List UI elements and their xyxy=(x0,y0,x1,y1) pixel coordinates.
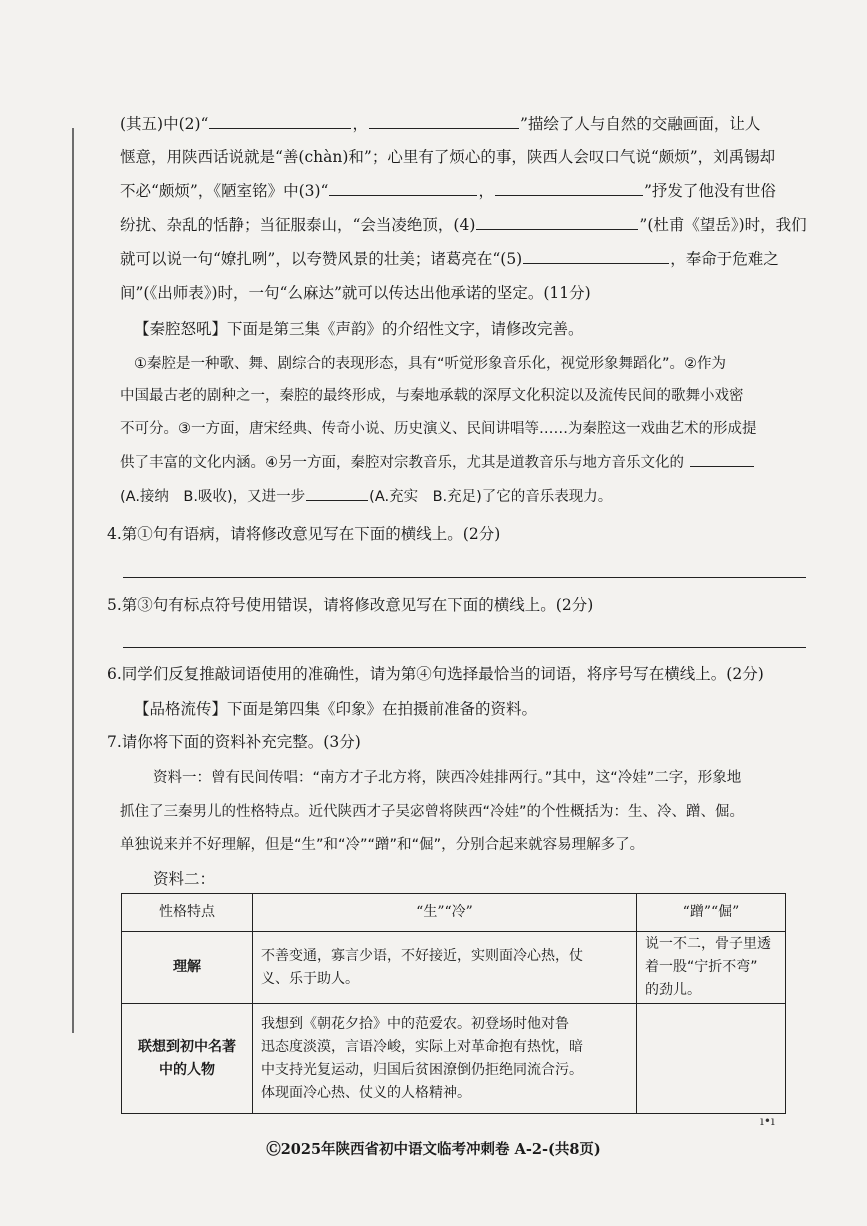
material-1-line-2: 抓住了三秦男儿的性格特点。近代陕西才子吴宓曾将陕西“冷娃”的个性概括为：生、冷、蹭、倔。 xyxy=(120,804,745,820)
table-header-row xyxy=(122,894,786,932)
poem-line-2: 惬意，用陕西话说就是“善(chàn)和”；心里有了烦心的事，陕西人会叹口气说“颇烦”，刘禹锡却 xyxy=(120,148,776,166)
poem-line-4: 纷扰、杂乱的恬静；当征服泰山，“会当凌绝顶，(4) ”(杜甫《望岳》)时，我们 xyxy=(120,216,807,234)
material-1-line-3: 单独说来并不好理解，但是“生”和“冷”“蹭”和“倔”，分别合起来就容易理解多了。 xyxy=(120,837,645,853)
table-cell: 不善变通，寡言少语，不好接近，实则面冷心热，仗 义、乐于助人。 xyxy=(253,932,637,1004)
poem-line-6: 间”(《出师表》)时，一句“么麻达”就可以传达出他承诺的坚定。(11分) xyxy=(120,284,591,302)
answer-blank-2a[interactable] xyxy=(209,114,351,129)
answer-blank-word-a[interactable] xyxy=(690,452,754,467)
table-cell: 我想到《朝花夕拾》中的范爱农。初登场时他对鲁 迅态度淡漠，言语冷峻，实际上对革命抱有热忱，暗 中支持光复运动，归国后贫困潦倒仍拒绝同流合污。 体现面冷心热、仗义的人格精神。 xyxy=(253,1004,637,1114)
answer-blank-word-b[interactable] xyxy=(306,486,368,501)
answer-blank-3a[interactable] xyxy=(329,181,477,196)
question-4: 4.第①句有语病，请将修改意见写在下面的横线上。(2分) xyxy=(107,525,501,543)
table-row-character xyxy=(122,1004,786,1114)
answer-cell-character[interactable] xyxy=(637,1004,786,1114)
poem-line-3: 不必“颇烦”，《陋室铭》中(3)“ ， ”抒发了他没有世俗 xyxy=(120,182,776,200)
trait-table xyxy=(121,893,786,1114)
answer-blank-4[interactable] xyxy=(476,215,638,230)
answer-line-q5[interactable] xyxy=(123,647,806,648)
material-1-line-1: 资料一：曾有民间传唱：“南方才子北方将，陕西冷娃排两行。”其中，这“冷娃”二字，形象地 xyxy=(153,770,742,786)
qinqiang-para-line-3: 不可分。③一方面，唐宋经典、传奇小说、历史演义、民间讲唱等……为秦腔这一戏曲艺术的形成提 xyxy=(120,421,757,437)
qinqiang-para-line-4: 供了丰富的文化内涵。④另一方面，秦腔对宗教音乐，尤其是道教音乐与地方音乐文化的 xyxy=(120,452,810,474)
answer-blank-5[interactable] xyxy=(523,249,669,264)
answer-blank-3b[interactable] xyxy=(495,181,643,196)
poem-line-5: 就可以说一句“嫽扎咧”，以夸赞风景的壮美；诸葛亮在“(5) ，奉命于危难之 xyxy=(120,250,779,268)
page-corner-mark: ı•ı xyxy=(760,1114,775,1128)
qinqiang-para-line-2: 中国最古老的剧种之一，秦腔的最终形成，与秦地承载的深厚文化积淀以及流传民间的歌舞小戏密 xyxy=(120,388,744,404)
qinqiang-para-line-5: (A.接纳 B.吸收)，又进一步 (A.充实 B.充足)了它的音乐表现力。 xyxy=(120,486,810,508)
section-heading-pinge: 【品格流传】下面是第四集《印象》在拍摄前准备的资料。 xyxy=(134,700,538,718)
question-5: 5.第③句有标点符号使用错误，请将修改意见写在下面的横线上。(2分) xyxy=(107,596,594,614)
answer-blank-2b[interactable] xyxy=(369,114,519,129)
row-label-understanding: 理解 xyxy=(122,932,253,1004)
table-cell: 说一不二，骨子里透 着一股“宁折不弯” 的劲儿。 xyxy=(637,932,786,1004)
table-row-understanding xyxy=(122,932,786,1004)
question-7: 7.请你将下面的资料补充完整。(3分) xyxy=(107,733,361,751)
poem-line-1: (其五)中(2)“ ， ”描绘了人与自然的交融画面，让人 xyxy=(120,115,761,133)
binding-margin-line xyxy=(72,128,74,1033)
qinqiang-para-line-1: ①秦腔是一种歌、舞、剧综合的表现形态，具有“听觉形象音乐化，视觉形象舞蹈化”。②作为 xyxy=(134,356,727,372)
material-2-label: 资料二： xyxy=(153,870,216,888)
table-header-cell: “蹭”“倔” xyxy=(637,894,786,932)
table-header-cell: “生”“冷” xyxy=(253,894,637,932)
section-heading-qinqiang: 【秦腔怒吼】下面是第三集《声韵》的介绍性文字，请修改完善。 xyxy=(134,320,584,338)
page-footer: Ⓒ2025年陕西省初中语文临考冲刺卷 A-2-(共8页) xyxy=(266,1141,601,1158)
answer-line-q4[interactable] xyxy=(123,577,806,578)
table-header-cell: 性格特点 xyxy=(122,894,253,932)
row-label-character: 联想到初中名著 中的人物 xyxy=(122,1004,253,1114)
question-6: 6.同学们反复推敲词语使用的准确性，请为第④句选择最恰当的词语，将序号写在横线上。(2分) xyxy=(107,665,764,683)
